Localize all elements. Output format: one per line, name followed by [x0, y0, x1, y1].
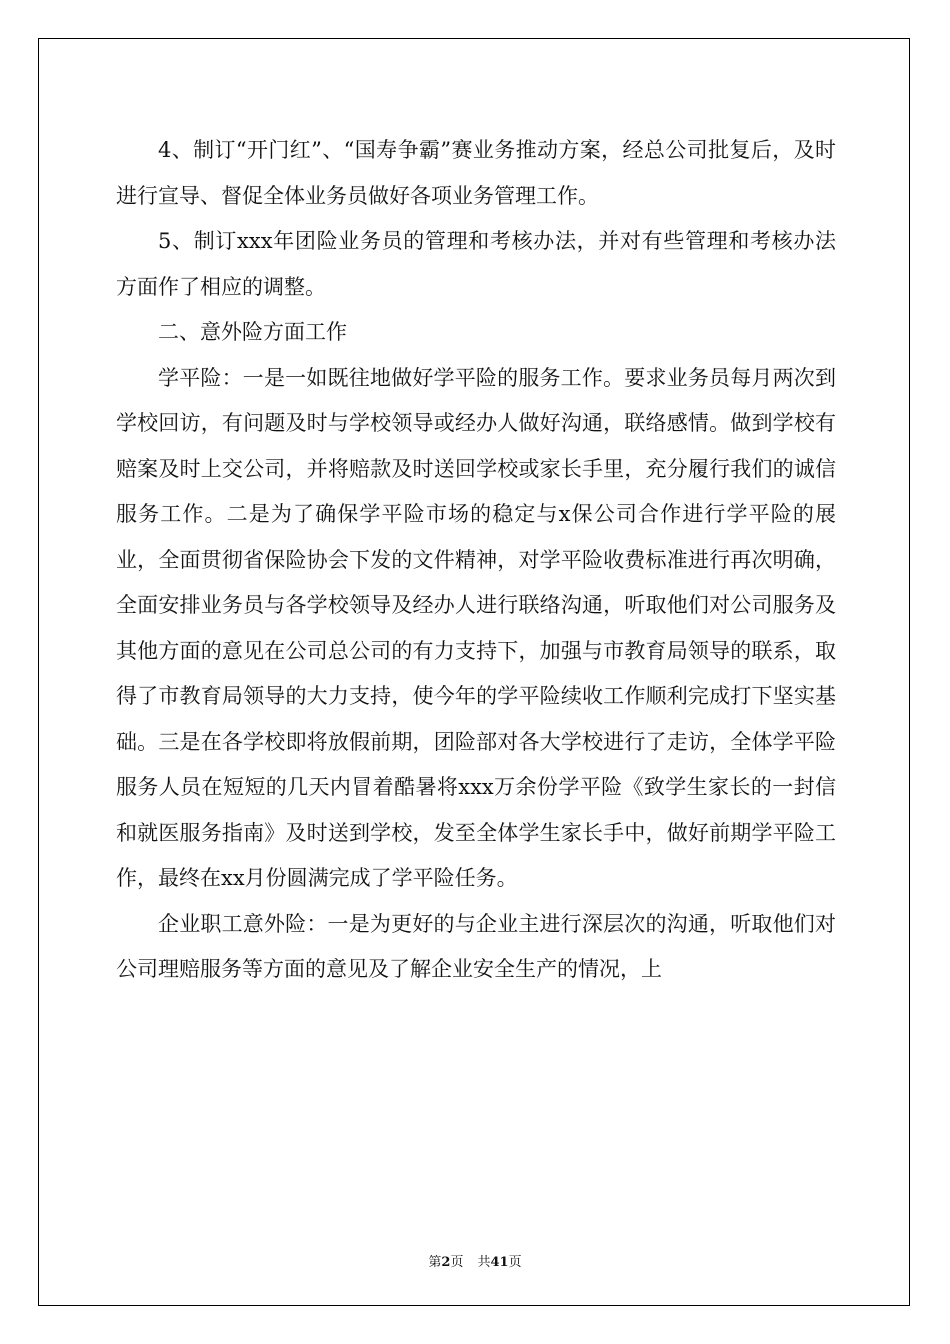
paragraph-employee-insurance: 企业职工意外险：一是为更好的与企业主进行深层次的沟通，听取他们对公司理赔服务等方面的意见及了解企业安全生产的情况，上 [116, 911, 836, 981]
total-pages: 41 [490, 1255, 509, 1270]
paragraph-student-insurance: 学平险：一是一如既往地做好学平险的服务工作。要求业务员每月两次到学校回访，有问题及时与学校领导或经办人做好沟通，联络感情。做到学校有赔案及时上交公司，并将赔款及时送回学校或家长手里，充分履行我们的诚信服务工作。二是为了确保学平险市场的稳定与x保公司合作进行学平险的展业，全面贯彻省保险协会下发的文件精神，对学平险收费标准进行再次明确，全面安排业务员与各学校领导及经办人进行联络沟通，听取他们对公司服务及其他方面的意见在公司总公司的有力支持下，加强与市教育局领导的联系，取得了市教育局领导的大力支持，使今年的学平险续收工作顺利完成打下坚实基础。三是在各学校即将放假前期，团险部对各大学校进行了走访，全体学平险服务人员在短短的几天内冒着酷暑将xxx万余份学平险《致学生家长的一封信和就医服务指南》及时送到学校，发至全体学生家长手中，做好前期学平险工作，最终在xx月份圆满完成了学平险任务。 [116, 365, 836, 890]
total-prefix: 共 [477, 1255, 491, 1270]
total-suffix: 页 [508, 1255, 522, 1270]
page-prefix: 第 [428, 1255, 442, 1270]
page-suffix: 页 [450, 1255, 464, 1270]
paragraph-item-5: 5、制订xxx年团险业务员的管理和考核办法，并对有些管理和考核办法方面作了相应的调整。 [116, 229, 836, 299]
section-heading: 二、意外险方面工作 [158, 320, 347, 344]
page-number: 2 [441, 1255, 451, 1270]
page-footer [0, 1251, 950, 1270]
document-body [116, 128, 836, 993]
paragraph-item-4: 4、制订“开门红”、“国寿争霸”赛业务推动方案，经总公司批复后，及时进行宣导、督促全体业务员做好各项业务管理工作。 [116, 138, 836, 208]
